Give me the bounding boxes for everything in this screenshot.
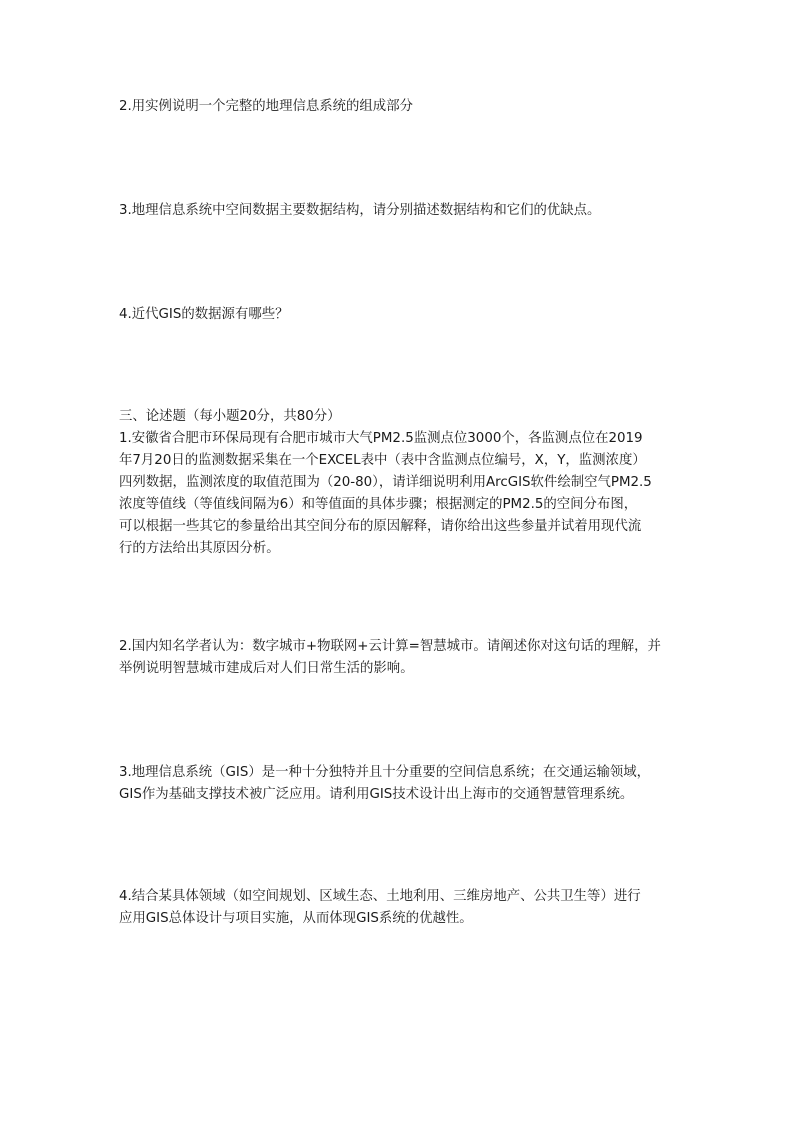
essay-question-3 xyxy=(119,762,679,806)
question-2 xyxy=(119,96,679,118)
essay-question-2 xyxy=(119,636,679,680)
essay-1-line: 四列数据，监测浓度的取值范围为（20-80），请详细说明利用ArcGIS软件绘制空气PM2.5 xyxy=(119,475,652,490)
section-heading-essay xyxy=(119,406,679,428)
essay-4-line: 应用GIS总体设计与项目实施，从而体现GIS系统的优越性。 xyxy=(119,911,473,926)
question-4 xyxy=(119,304,679,326)
essay-2-line: 举例说明智慧城市建成后对人们日常生活的影响。 xyxy=(119,661,414,676)
essay-question-4 xyxy=(119,886,679,930)
essay-1-line: 行的方法给出其原因分析。 xyxy=(119,541,280,556)
question-4-text: 4.近代GIS的数据源有哪些？ xyxy=(119,307,289,322)
essay-3-line: 3.地理信息系统（GIS）是一种十分独特并且十分重要的空间信息系统；在交通运输领域， xyxy=(119,765,651,780)
essay-4-line: 4.结合某具体领域（如空间规划、区域生态、土地利用、三维房地产、公共卫生等）进行 xyxy=(119,889,641,904)
question-3-text: 3.地理信息系统中空间数据主要数据结构，请分别描述数据结构和它们的优缺点。 xyxy=(119,203,601,218)
essay-1-line: 年7月20日的监测数据采集在一个EXCEL表中（表中含监测点位编号，X，Y，监测浓度） xyxy=(119,453,646,468)
essay-1-line: 可以根据一些其它的参量给出其空间分布的原因解释，请你给出这些参量并试着用现代流 xyxy=(119,519,642,534)
essay-1-line: 浓度等值线（等值线间隔为6）和等值面的具体步骤；根据测定的PM2.5的空间分布图， xyxy=(119,497,638,512)
question-2-text: 2.用实例说明一个完整的地理信息系统的组成部分 xyxy=(119,99,413,114)
essay-3-line: GIS作为基础支撑技术被广泛应用。请利用GIS技术设计出上海市的交通智慧管理系统。 xyxy=(119,787,634,802)
question-3 xyxy=(119,200,679,222)
essay-2-line: 2.国内知名学者认为：数字城市+物联网+云计算=智慧城市。请阐述你对这句话的理解，并 xyxy=(119,639,661,654)
section-heading-text: 三、论述题（每小题20分，共80分） xyxy=(119,409,341,424)
essay-1-line: 1.安徽省合肥市环保局现有合肥市城市大气PM2.5监测点位3000个，各监测点位在2019 xyxy=(119,431,643,446)
essay-question-1 xyxy=(119,428,679,560)
